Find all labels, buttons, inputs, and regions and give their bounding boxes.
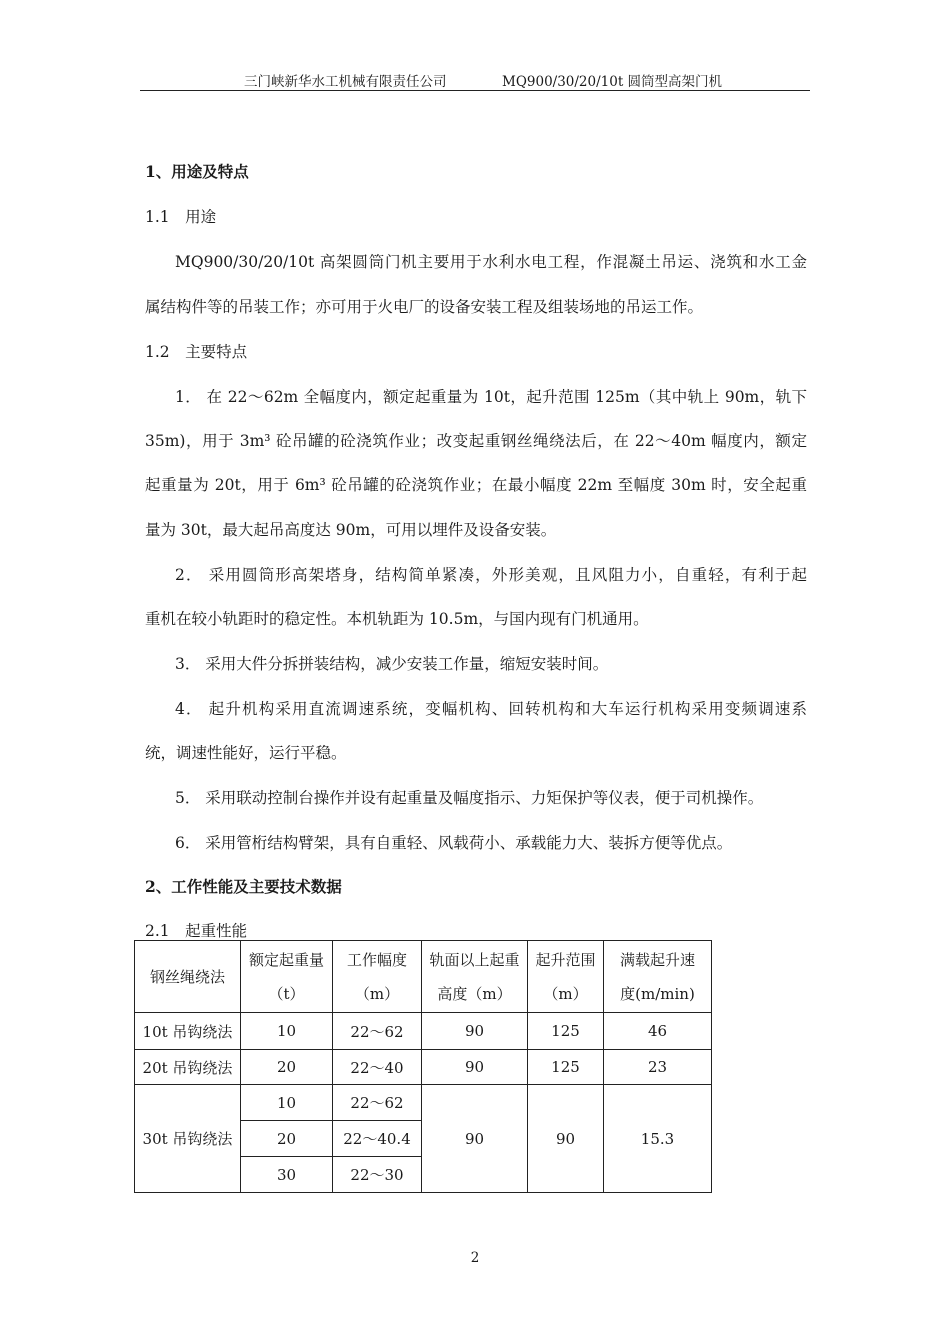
header-rope-method: 钢丝绳绕法 <box>135 941 241 1013</box>
feature-2-line1: 2． 采用圆筒形高架塔身，结构简单紧凑，外形美观，且风阻力小，自重轻，有利于起 <box>175 566 807 584</box>
cell-load: 20 <box>241 1050 333 1085</box>
section-2-title: 2、工作性能及主要技术数据 <box>145 877 342 896</box>
feature-1-line2: 35m)，用于 3m³ 砼吊罐的砼浇筑作业；改变起重钢丝绳绕法后，在 22～40m 幅度内，额定 <box>145 432 807 450</box>
table-header-row <box>135 941 712 1013</box>
cell-height: 90 <box>422 1013 528 1050</box>
cell-range: 22～62 <box>333 1085 422 1121</box>
paragraph-usage-line1: MQ900/30/20/10t 高架圆筒门机主要用于水利水电工程，作混凝土吊运、浇筑和水工金 <box>175 253 807 271</box>
table-row <box>135 1013 712 1050</box>
paragraph-usage-line2: 属结构件等的吊装工作；亦可用于火电厂的设备安装工程及组装场地的吊运工作。 <box>145 298 704 316</box>
feature-5-line1: 5． 采用联动控制台操作并设有起重量及幅度指示、力矩保护等仪表，便于司机操作。 <box>175 789 764 807</box>
feature-2-line2: 重机在较小轨距时的稳定性。本机轨距为 10.5m，与国内现有门机通用。 <box>145 610 649 628</box>
feature-4-line2: 统，调速性能好，运行平稳。 <box>145 744 347 762</box>
cell-speed: 46 <box>604 1013 712 1050</box>
feature-1-line3: 起重量为 20t，用于 6m³ 砼吊罐的砼浇筑作业；在最小幅度 22m 至幅度 30m 时，安全起重 <box>145 476 807 494</box>
cell-range: 22～40 <box>333 1050 422 1085</box>
cell-rope: 20t 吊钩绕法 <box>135 1050 241 1085</box>
cell-range: 22～40.4 <box>333 1121 422 1157</box>
table-row <box>135 1050 712 1085</box>
cell-load: 30 <box>241 1157 333 1193</box>
header-model: MQ900/30/20/10t 圆筒型高架门机 <box>502 74 723 90</box>
cell-load: 10 <box>241 1085 333 1121</box>
lifting-performance-table <box>134 940 712 1193</box>
cell-range: 22～62 <box>333 1013 422 1050</box>
section-1-2-title: 1.2 主要特点 <box>145 343 248 361</box>
header-lift-speed: 满载起升速 度(m/min) <box>604 941 712 1013</box>
cell-height: 90 <box>422 1050 528 1085</box>
cell-rope: 30t 吊钩绕法 <box>135 1085 241 1193</box>
table-row <box>135 1085 712 1121</box>
section-1-title: 1、用途及特点 <box>145 162 249 181</box>
cell-lift: 125 <box>528 1050 604 1085</box>
section-1-1-title: 1.1 用途 <box>145 208 217 226</box>
header-company: 三门峡新华水工机械有限责任公司 <box>244 74 447 90</box>
cell-rope: 10t 吊钩绕法 <box>135 1013 241 1050</box>
header-rated-load: 额定起重量 （t） <box>241 941 333 1013</box>
cell-speed: 23 <box>604 1050 712 1085</box>
feature-1-line1: 1． 在 22～62m 全幅度内，额定起重量为 10t，起升范围 125m（其中轨上 90m，轨下 <box>175 388 807 406</box>
cell-range: 22～30 <box>333 1157 422 1193</box>
feature-3-line1: 3． 采用大件分拆拼装结构，减少安装工作量，缩短安装时间。 <box>175 655 609 673</box>
cell-lift: 90 <box>528 1085 604 1193</box>
header-lift-range: 起升范围 （m） <box>528 941 604 1013</box>
cell-height: 90 <box>422 1085 528 1193</box>
cell-load: 20 <box>241 1121 333 1157</box>
page-number: 2 <box>470 1250 480 1266</box>
cell-lift: 125 <box>528 1013 604 1050</box>
feature-1-line4: 量为 30t，最大起吊高度达 90m，可用以埋件及设备安装。 <box>145 521 557 539</box>
header-working-range: 工作幅度 （m） <box>333 941 422 1013</box>
header-lift-height: 轨面以上起重 高度（m） <box>422 941 528 1013</box>
feature-4-line1: 4． 起升机构采用直流调速系统，变幅机构、回转机构和大车运行机构采用变频调速系 <box>175 700 807 718</box>
section-2-1-title: 2.1 起重性能 <box>145 922 248 940</box>
feature-6-line1: 6． 采用管桁结构臂架，具有自重轻、风载荷小、承载能力大、装拆方便等优点。 <box>175 834 733 852</box>
page-header <box>140 68 810 91</box>
cell-load: 10 <box>241 1013 333 1050</box>
cell-speed: 15.3 <box>604 1085 712 1193</box>
